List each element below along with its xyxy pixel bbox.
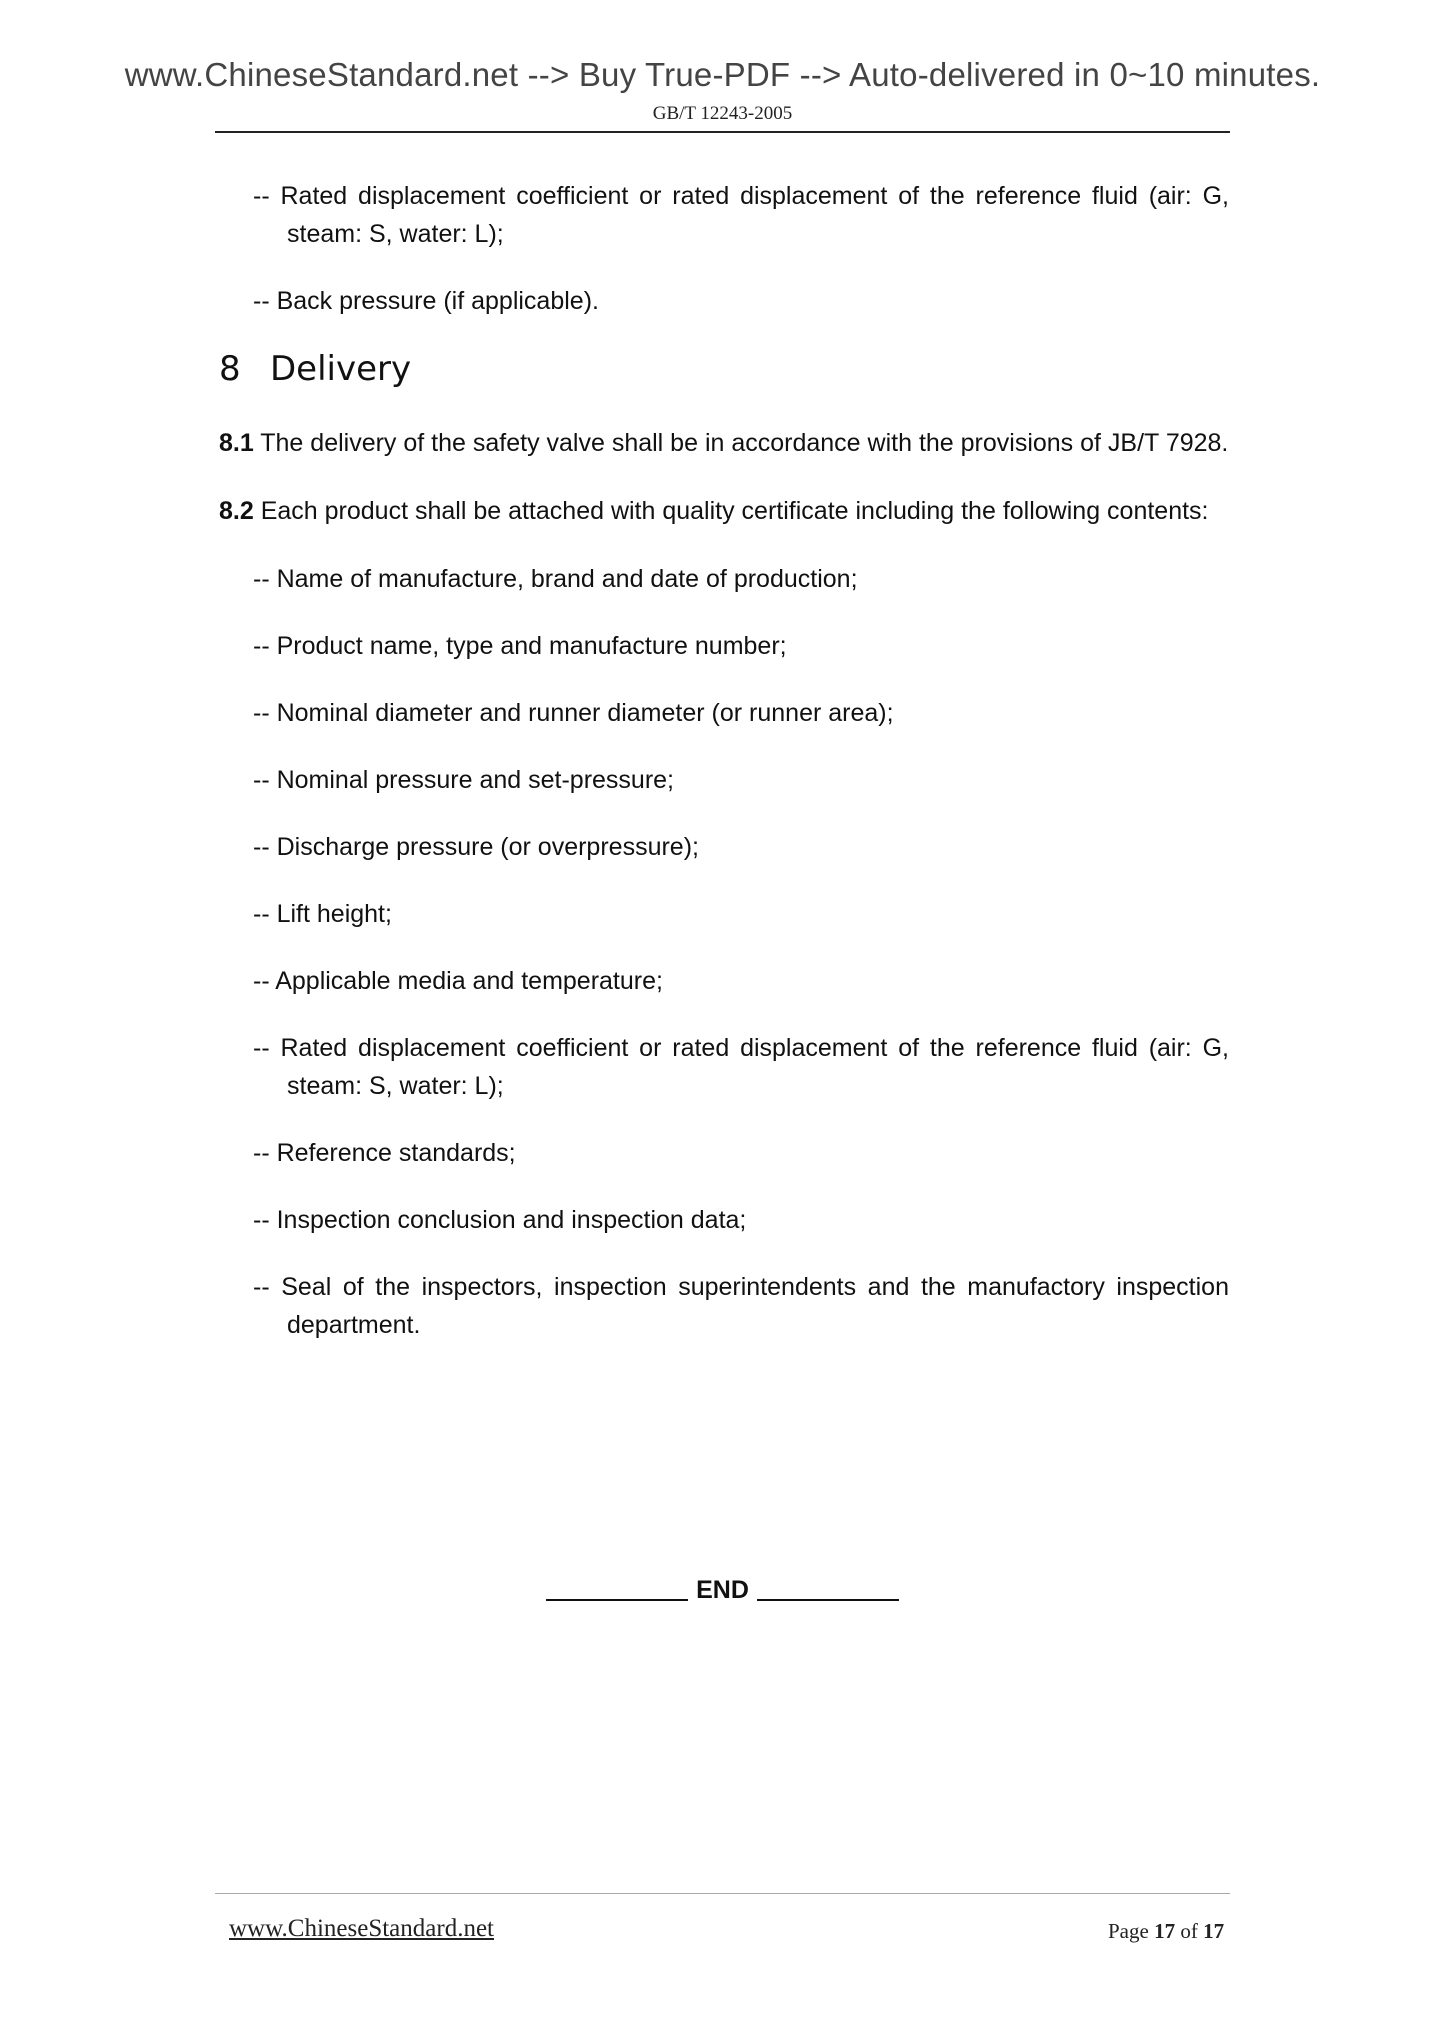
document-id: GB/T 12243-2005 bbox=[652, 103, 793, 124]
page-of: of bbox=[1180, 1919, 1198, 1943]
list-item: -- Reference standards; bbox=[253, 1139, 516, 1167]
section-title: Delivery bbox=[270, 349, 412, 389]
list-item: -- Seal of the inspectors, inspection superintendents and the manufactory inspection department. bbox=[253, 1273, 1229, 1339]
header-banner: www.ChineseStandard.net --> Buy True-PDF --> Auto-delivered in 0~10 minutes. bbox=[124, 56, 1321, 93]
page-number bbox=[1108, 1919, 1224, 1944]
list-item: -- Back pressure (if applicable). bbox=[253, 287, 599, 315]
list-item: -- Applicable media and temperature; bbox=[253, 967, 663, 995]
page-content bbox=[219, 177, 1229, 1373]
list-item: -- Inspection conclusion and inspection data; bbox=[253, 1206, 747, 1234]
end-rule-left bbox=[546, 1599, 688, 1601]
clause-number: 8.2 bbox=[219, 497, 254, 525]
section-heading bbox=[219, 350, 1229, 388]
end-label: END bbox=[696, 1576, 749, 1604]
page-current: 17 bbox=[1154, 1919, 1176, 1943]
clause-8-1 bbox=[219, 424, 1229, 462]
section-number: 8 bbox=[219, 349, 241, 389]
header-divider bbox=[215, 131, 1230, 133]
list-item: -- Discharge pressure (or overpressure); bbox=[253, 833, 699, 861]
list-item: -- Lift height; bbox=[253, 900, 392, 928]
list-item: -- Rated displacement coefficient or rated displacement of the reference fluid (air: G, steam: S, water: L); bbox=[253, 1034, 1229, 1100]
footer-website-link[interactable]: www.ChineseStandard.net bbox=[229, 1915, 494, 1942]
clause-text: Each product shall be attached with quality certificate including the following contents: bbox=[253, 497, 1209, 525]
list-item: -- Nominal diameter and runner diameter (or runner area); bbox=[253, 699, 894, 727]
end-marker bbox=[0, 1576, 1445, 1605]
page-label: Page bbox=[1108, 1919, 1149, 1943]
list-item: -- Name of manufacture, brand and date of production; bbox=[253, 565, 858, 593]
list-item: -- Product name, type and manufacture number; bbox=[253, 632, 787, 660]
clause-8-2 bbox=[219, 492, 1229, 530]
footer-divider bbox=[215, 1893, 1230, 1894]
page-total: 17 bbox=[1203, 1919, 1225, 1943]
clause-text: The delivery of the safety valve shall be in accordance with the provisions of JB/T 7928. bbox=[253, 429, 1229, 457]
list-item: -- Nominal pressure and set-pressure; bbox=[253, 766, 674, 794]
end-rule-right bbox=[757, 1599, 899, 1601]
clause-number: 8.1 bbox=[219, 429, 254, 457]
list-item: -- Rated displacement coefficient or rated displacement of the reference fluid (air: G, steam: S, water: L); bbox=[253, 182, 1229, 248]
